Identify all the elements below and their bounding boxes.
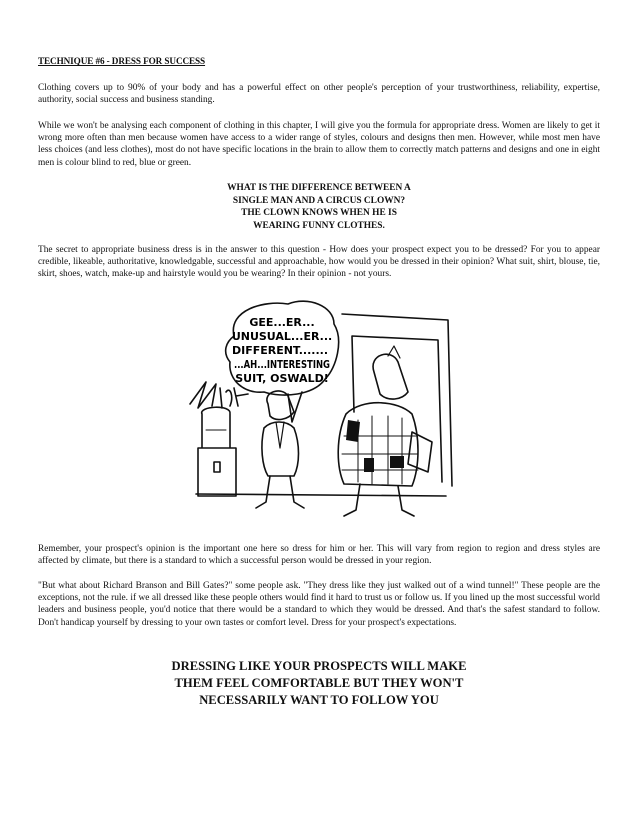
callout-joke	[0, 182, 638, 232]
callout-line-4: WEARING FUNNY CLOTHES.	[253, 220, 385, 231]
paragraph-prospect-opinion: Remember, your prospect's opinion is the important one here so dress for him or her. This will vary from region to region and dress styles are affected by climate, but there is a standard to which a successful person would be dressed in your region.	[38, 544, 600, 567]
speech-line-1: GEE...ER...	[249, 316, 315, 329]
speech-line-2: UNUSUAL...ER...	[231, 330, 333, 343]
cartoon-illustration	[176, 296, 454, 526]
man-right-body	[338, 403, 418, 486]
speech-line-4: ...AH...INTERESTING	[234, 358, 330, 371]
speech-line-3: DIFFERENT.......	[231, 344, 329, 357]
man-right-head	[373, 354, 408, 399]
closing-line-1: DRESSING LIKE YOUR PROSPECTS WILL MAKE	[171, 659, 467, 673]
callout-line-3: THE CLOWN KNOWS WHEN HE IS	[241, 208, 397, 219]
paragraph-analysing-clothing: While we won't be analysing each component of clothing in this chapter, I will give you the formula for appropriate dress. Women are likely to get it wrong more often than men because women have access to a wider range of styles, colours and designs then men. However, while most men have less choices (and less clothes), most do not have specific locations in the brain to allow them to correctly match patterns and designs and one in eight men is colour blind to red, blue or green.	[38, 121, 600, 168]
folder	[408, 432, 432, 472]
closing-line-2: THEM FEEL COMFORTABLE BUT THEY WON'T	[174, 676, 464, 690]
man-right-legs	[344, 484, 414, 516]
closing-statement	[0, 658, 638, 709]
water-cooler	[198, 407, 236, 496]
paragraph-branson-gates: "But what about Richard Branson and Bill Gates?" some people ask. "They dress like they just walked out of a wind tunnel!" These people are the exceptions, not the rule. if we all dressed like these people others would find it hard to trust us or follow us. If you lined up the most successful world leaders and business people, you'd notice that there would be a standard to which they would be dressed. And that's the safest standard to follow. Don't handicap yourself by dressing to your own tastes or comfort level. Dress for your prospect's expectations.	[38, 581, 600, 628]
callout-line-1: WHAT IS THE DIFFERENCE BETWEEN A	[227, 183, 411, 193]
paragraph-clothing-coverage: Clothing covers up to 90% of your body and has a powerful effect on other people's perception of your trustworthiness, reliability, expertise, authority, social success and business standing.	[38, 83, 600, 106]
callout-line-2: SINGLE MAN AND A CIRCUS CLOWN?	[232, 195, 406, 206]
man-left-legs	[256, 476, 304, 508]
speech-bubble-tail	[288, 392, 302, 422]
man-left-body	[262, 422, 299, 476]
paragraph-secret-dress: The secret to appropriate business dress is in the answer to this question - How does your prospect expect you to be dressed? For you to appear credible, likeable, authoritative, knowledgable, successful and approachable, how would you be dressed in their opinion? What suit, shirt, blouse, tie, skirt, shoes, watch, make-up and hairstyle would you be wearing? In their opinion - not yours.	[38, 245, 600, 280]
closing-line-3: NECESSARILY WANT TO FOLLOW YOU	[199, 693, 439, 707]
section-heading: TECHNIQUE #6 - DRESS FOR SUCCESS	[38, 56, 206, 66]
speech-line-5: SUIT, OSWALD!	[235, 372, 329, 385]
